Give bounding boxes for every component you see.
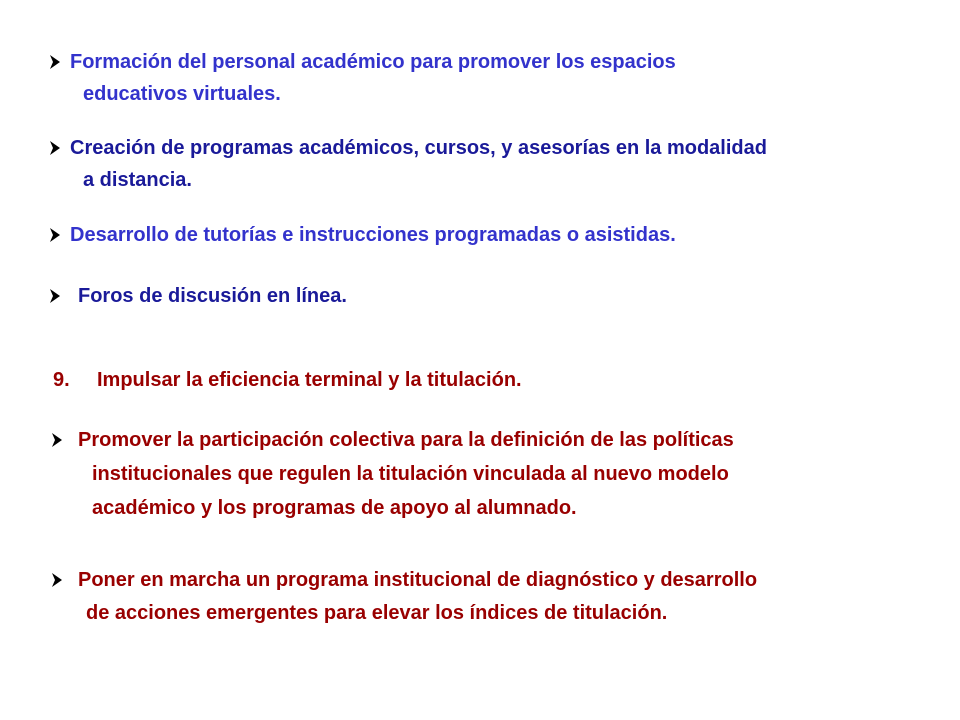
- list-item-formacion: [50, 50, 676, 74]
- list-item-text: Foros de discusión en línea.: [78, 285, 347, 307]
- list-item-text: Promover la participación colectiva para la definición de las políticas: [78, 429, 734, 451]
- list-item-text: de acciones emergentes para elevar los índices de titulación.: [86, 602, 668, 624]
- list-item-text: académico y los programas de apoyo al alumnado.: [92, 497, 577, 519]
- list-item-continuation: [86, 601, 667, 625]
- section-heading: [53, 368, 522, 392]
- arrowhead-bullet-icon: [52, 433, 62, 447]
- arrowhead-bullet-icon: [52, 573, 62, 587]
- list-item-desarrollo: [50, 223, 676, 247]
- list-item-creacion: [50, 136, 767, 160]
- section-number: 9.: [53, 369, 70, 391]
- list-item-text: Creación de programas académicos, cursos, y asesorías en la modalidad: [70, 137, 767, 159]
- arrowhead-bullet-icon: [50, 55, 60, 69]
- list-item-poner: [52, 568, 757, 592]
- list-item-continuation: [92, 462, 729, 486]
- list-item-text: institucionales que regulen la titulación vinculada al nuevo modelo: [92, 463, 729, 485]
- arrowhead-bullet-icon: [50, 141, 60, 155]
- list-item-promover: [52, 428, 734, 452]
- list-item-text: a distancia.: [83, 169, 192, 191]
- arrowhead-bullet-icon: [50, 228, 60, 242]
- list-item-text: Desarrollo de tutorías e instrucciones programadas o asistidas.: [70, 224, 676, 246]
- list-item-continuation: [83, 82, 281, 106]
- list-item-continuation: [83, 168, 192, 192]
- arrowhead-bullet-icon: [50, 289, 60, 303]
- list-item-text: Formación del personal académico para promover los espacios: [70, 51, 676, 73]
- section-title: Impulsar la eficiencia terminal y la titulación.: [97, 369, 522, 391]
- list-item-continuation: [92, 496, 577, 520]
- list-item-text: Poner en marcha un programa institucional de diagnóstico y desarrollo: [78, 569, 758, 591]
- list-item-text: educativos virtuales.: [83, 83, 281, 105]
- list-item-foros: [50, 284, 347, 308]
